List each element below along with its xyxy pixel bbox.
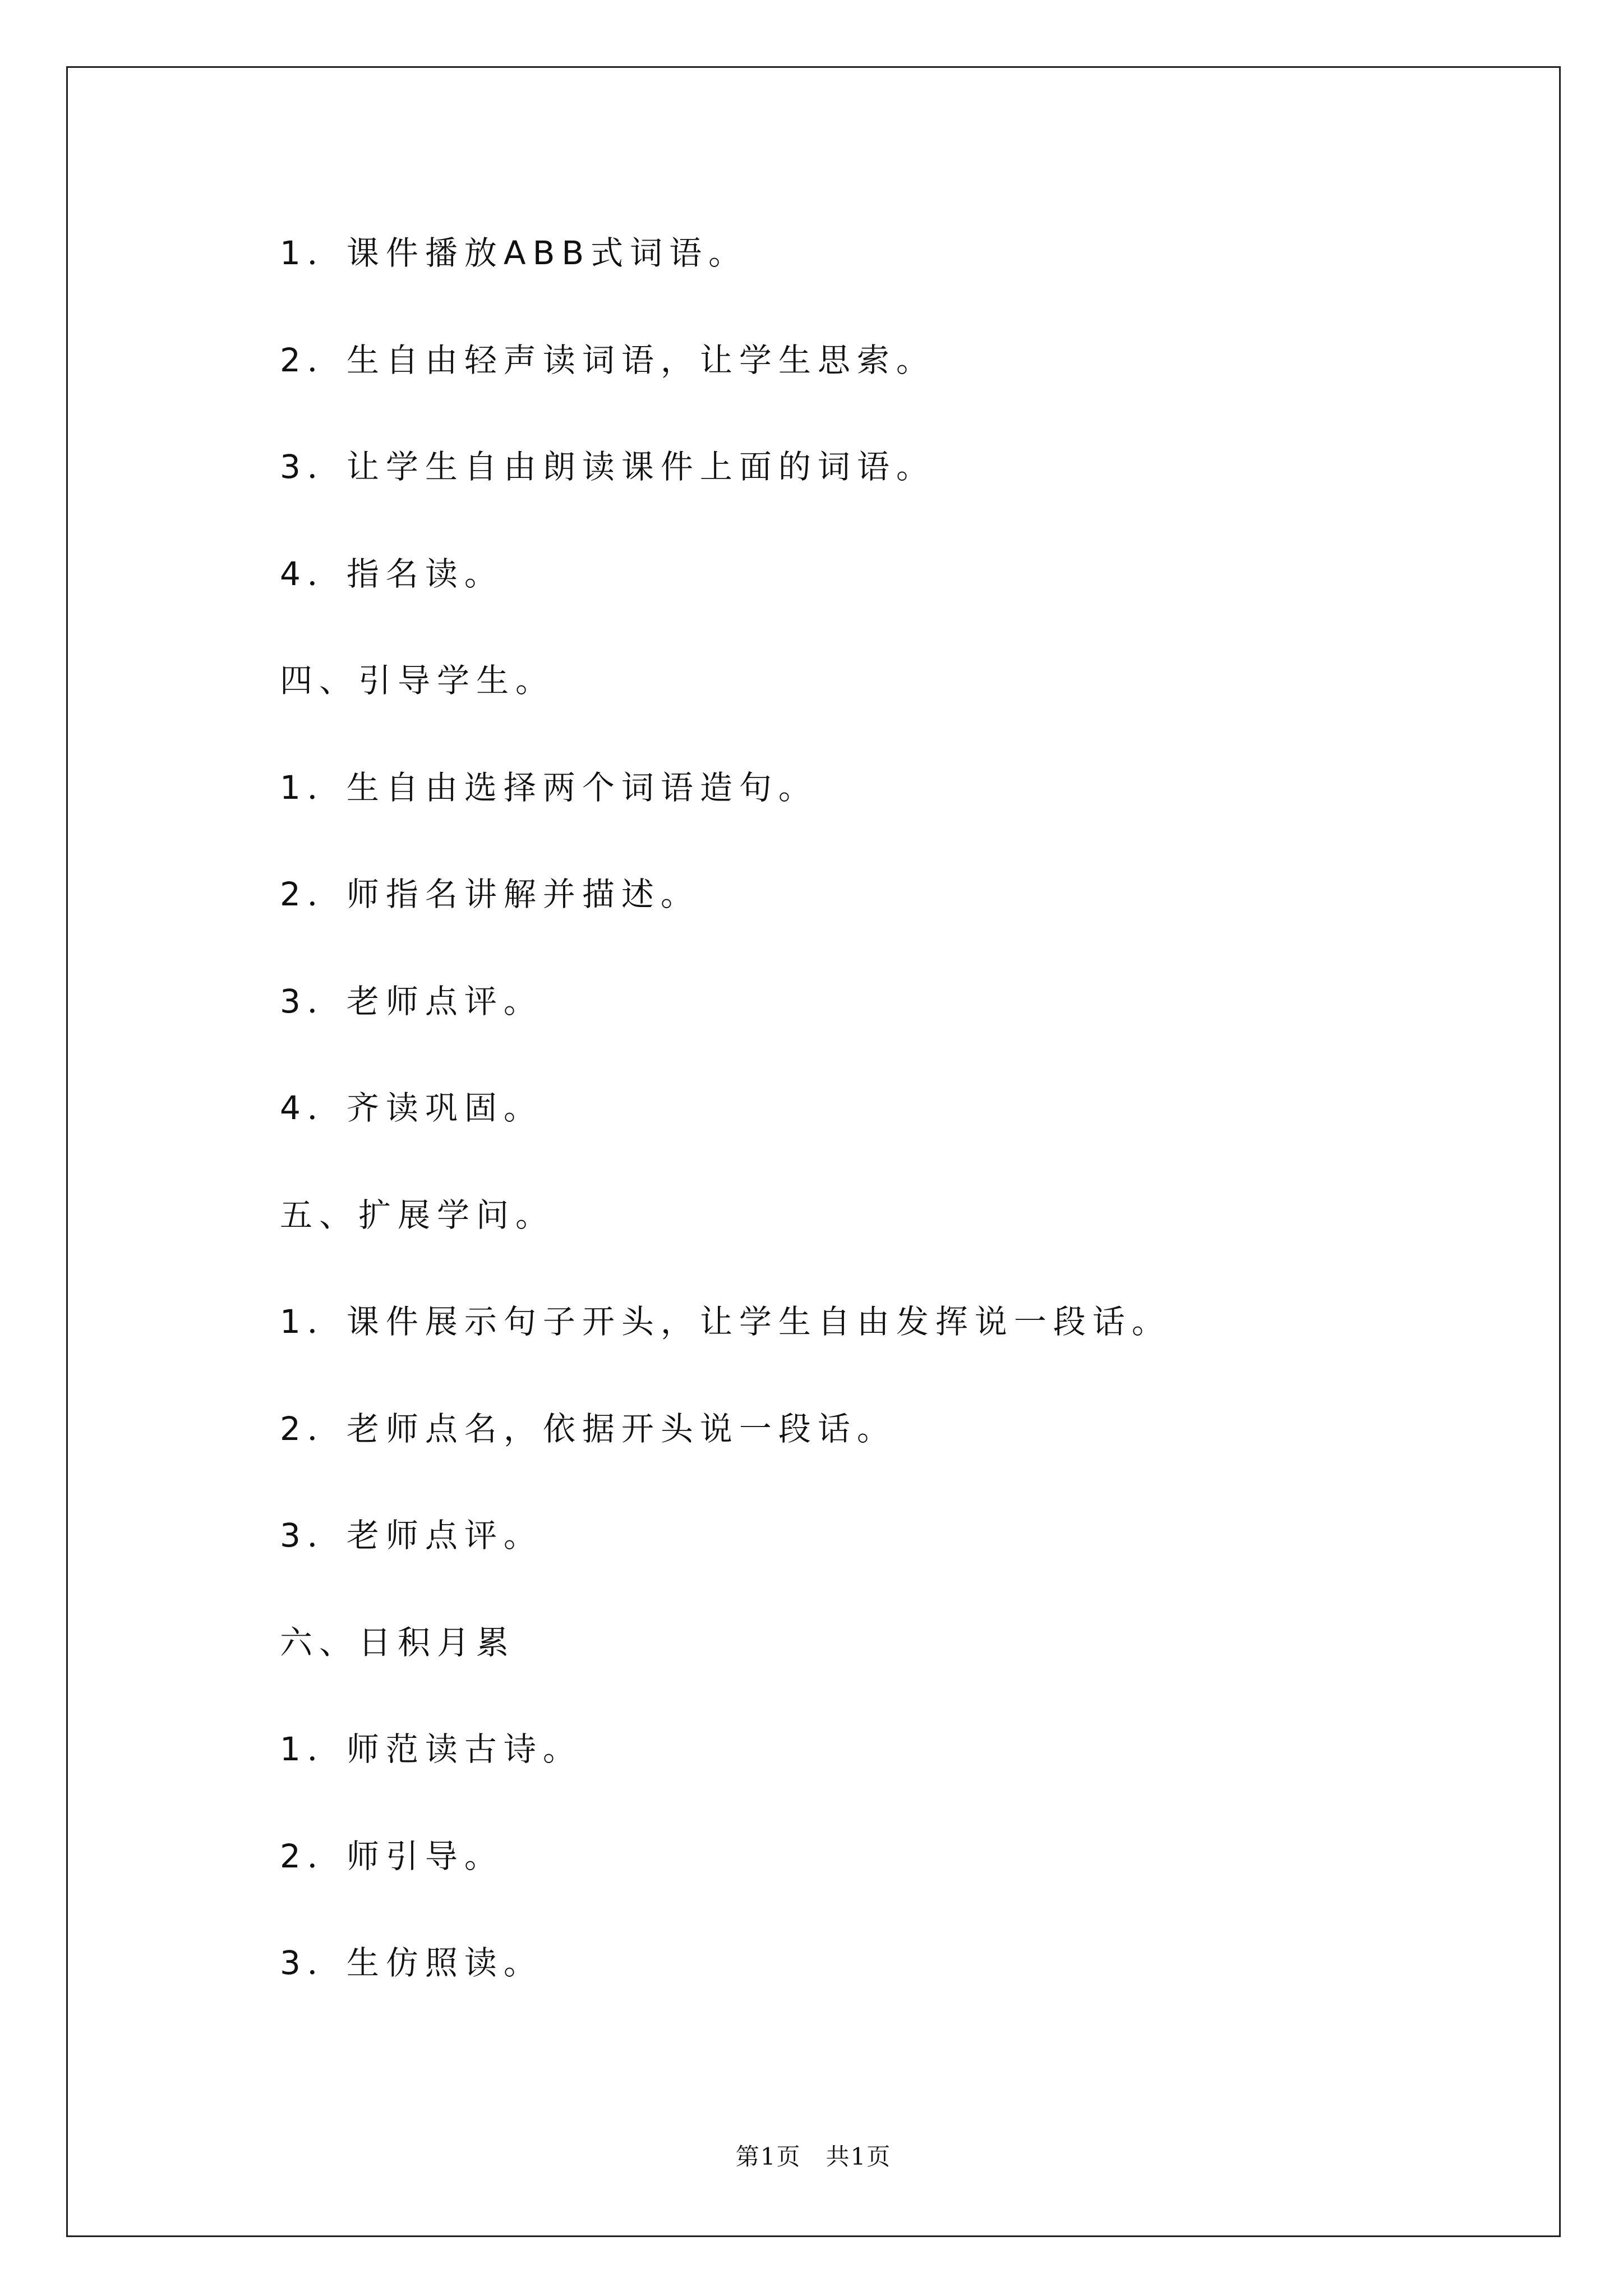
list-item: 2．老师点名，依据开头说一段话。	[280, 1409, 896, 1448]
section-heading: 六、日积月累	[280, 1623, 516, 1662]
list-item: 3．老师点评。	[280, 1516, 543, 1554]
list-item: 3．生仿照读。	[280, 1944, 543, 1982]
list-item: 4．指名读。	[280, 554, 504, 593]
document-body	[280, 200, 1514, 2017]
list-item: 2．师引导。	[280, 1837, 504, 1875]
list-item: 3．老师点评。	[280, 982, 543, 1020]
page-footer: 第1页 共1页	[735, 2143, 892, 2170]
section-heading: 五、扩展学问。	[280, 1195, 555, 1234]
list-item: 1．生自由选择两个词语造句。	[280, 768, 818, 807]
list-item: 2．生自由轻声读词语，让学生思索。	[280, 341, 935, 379]
list-item: 3．让学生自由朗读课件上面的词语。	[280, 448, 935, 486]
section-heading: 四、引导学生。	[280, 661, 555, 700]
list-item: 4．齐读巩固。	[280, 1089, 543, 1127]
list-item: 1．课件展示句子开头，让学生自由发挥说一段话。	[280, 1303, 1171, 1341]
list-item: 1．课件播放ABB式词语。	[280, 234, 748, 272]
list-item: 2．师指名讲解并描述。	[280, 875, 700, 913]
list-item: 1．师范读古诗。	[280, 1730, 582, 1768]
